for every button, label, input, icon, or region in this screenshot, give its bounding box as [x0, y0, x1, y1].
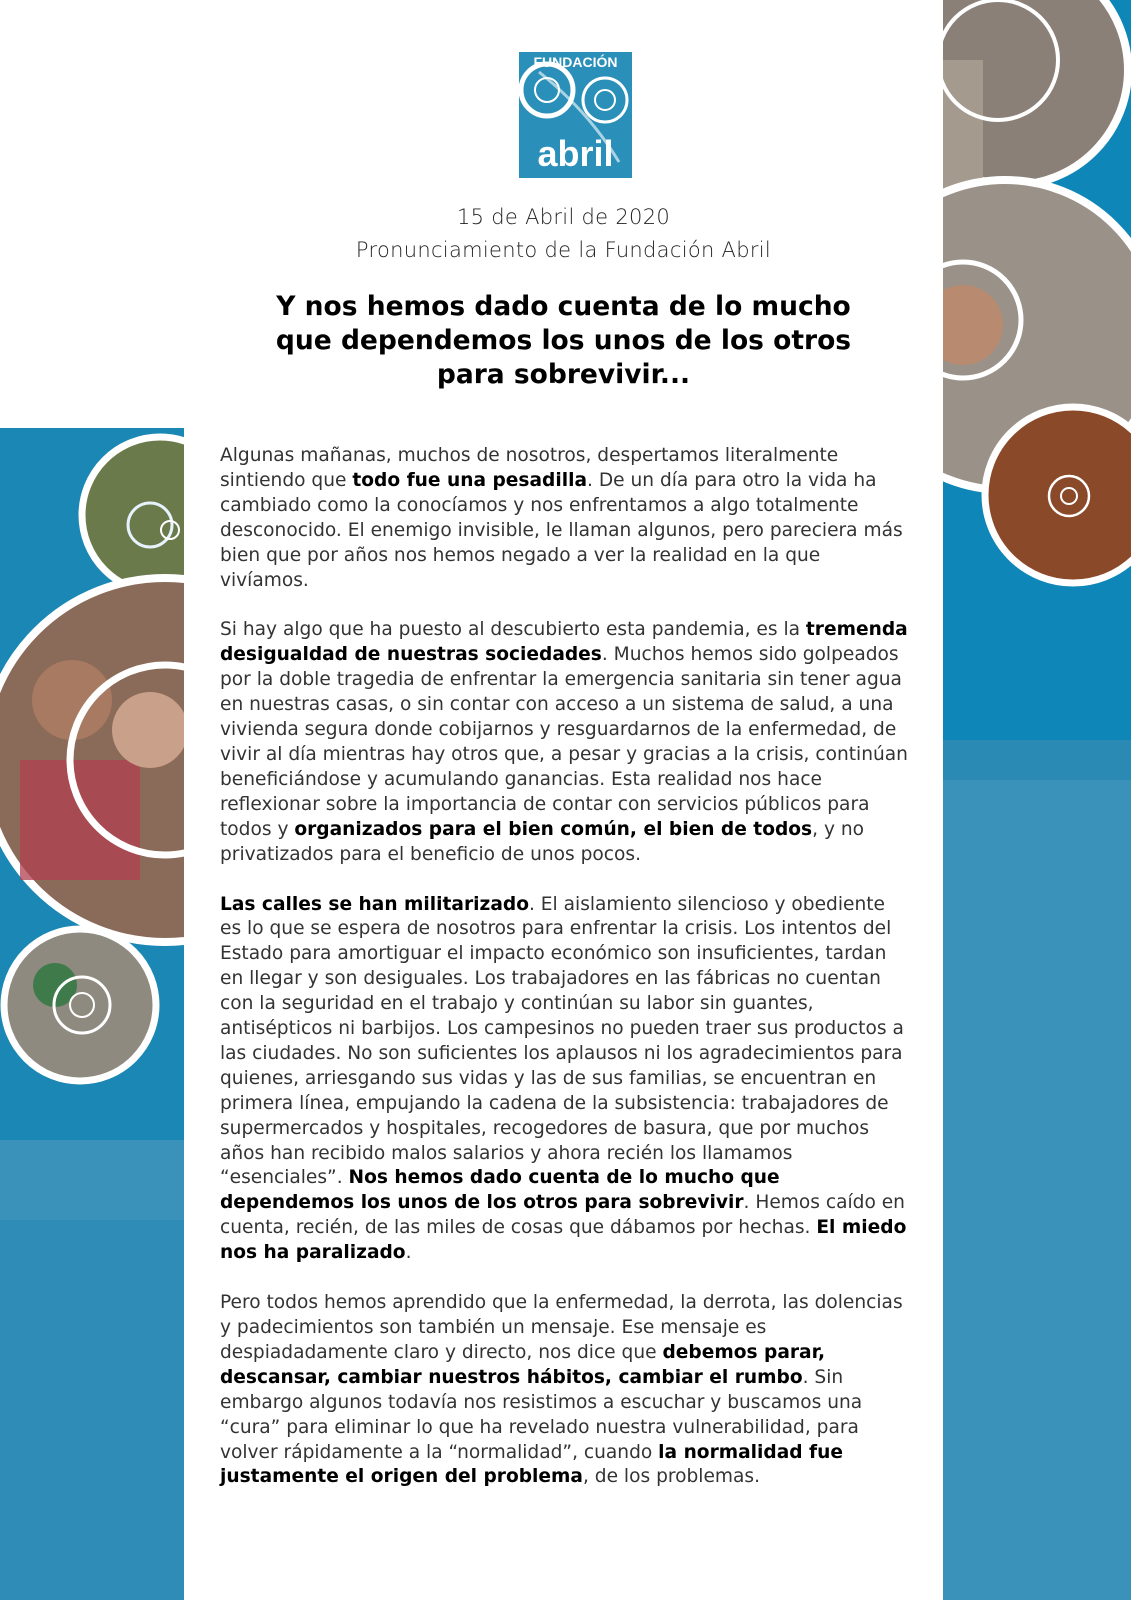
document-title: [254, 290, 873, 392]
p2-text-3: , y no privatizados para el beneficio de unos pocos.: [220, 818, 865, 865]
right-decor-panel: [943, 0, 1131, 1600]
p3-bold-2: Nos hemos dado cuenta de lo mucho que dependemos los unos de los otros para sobrevivir: [220, 1167, 780, 1214]
p4-bold-2: la normalidad fue justamente el origen del problema: [220, 1441, 843, 1488]
p2-text-1: Si hay algo que ha puesto al descubierto esta pandemia, es la: [220, 619, 806, 641]
title-line-2: que dependemos los unos de los otros: [275, 325, 852, 356]
p4-bold-1: debemos parar, descansar, cambiar nuestros hábitos, cambiar el rumbo: [220, 1341, 826, 1388]
p2-bold-1: tremenda desigualdad de nuestras sociedades: [220, 619, 908, 666]
p3-text-1: . El aislamiento silencioso y obediente es lo que se espera de nosotros para enfrentar la crisis. Los intentos del Estado para amortiguar el impacto económico son insuficientes, tardan en llegar y son desiguales. Los trabajadores en las fábricas no cuentan con la seguridad en el trabajo y continúan su labor sin guantes, antisépticos ni barbijos. Los campesinos no pueden traer sus productos a las ciudades. No son suficientes los aplausos ni los agradecimientos para quienes, arriesgando sus vidas y las de sus familias, se encuentran en primera línea, empujando la cadena de la subsistencia: trabajadores de supermercados y hospitales, recogedores de basura, que por muchos años han recibido malos salarios y ahora recién los llamamos “esenciales”.: [220, 893, 904, 1189]
p4-text-1: Pero todos hemos aprendido que la enfermedad, la derrota, las dolencias y padecimientos son también un mensaje. Ese mensaje es despiadadamente claro y directo, nos dice que: [220, 1292, 903, 1363]
title-line-1: Y nos hemos dado cuenta de lo mucho: [276, 291, 851, 322]
p2-text-2: . Muchos hemos sido golpeados por la doble tragedia de enfrentar la emergencia sanitaria sin tener agua en nuestras casas, o sin contar con acceso a un sistema de salud, a una vivienda segura donde cobijarnos y resguardarnos de la enfermedad, de vivir al día mientras hay otros que, a pesar y gracias a la crisis, continúan beneficiándose y acumulando ganancias. Esta realidad nos hace reflexionar sobre la importancia de contar con servicios públicos para todos y: [220, 644, 908, 840]
document-page: [184, 0, 943, 1600]
logo-graphic: [519, 52, 632, 178]
p2-bold-2: organizados para el bien común, el bien de todos: [294, 818, 813, 840]
paragraph-1: [220, 444, 910, 593]
grains-photo: [985, 407, 1131, 583]
paragraph-4: [220, 1291, 910, 1490]
paragraph-3: [220, 893, 910, 1267]
fundacion-abril-logo: [519, 52, 632, 178]
p1-text-2: . De un día para otro la vida ha cambiado como la conocíamos y nos enfrentamos a algo totalmente desconocido. El enemigo invisible, le llaman algunos, pero pareciera más bien que por años nos hemos negado a ver la realidad en la que vivíamos.: [220, 469, 903, 591]
left-photo-circles: [0, 0, 184, 1600]
p1-text-1: Algunas mañanas, muchos de nosotros, despertamos literalmente sintiendo que: [220, 445, 839, 491]
p1-bold-1: todo fue una pesadilla: [352, 469, 587, 491]
p4-text-2: . Sin embargo algunos todavía nos resistimos a escuchar y buscamos una “cura” para eliminar lo que ha revelado nuestra vulnerabilidad, para volver rápidamente a la “normalidad”, cuando: [220, 1366, 863, 1463]
p4-text-3: , de los problemas.: [582, 1466, 760, 1488]
p3-bold-3: El miedo nos ha paralizado: [220, 1217, 907, 1264]
street-art-photo: [4, 929, 156, 1081]
document-date: 15 de Abril de 2020: [456, 205, 671, 229]
right-photo-circles: [943, 0, 1131, 1600]
left-decor-panel: [0, 0, 184, 1600]
woven-fabric: [20, 760, 140, 880]
logo-bottom-text: abril: [537, 133, 614, 174]
logo-top-text: FUNDACIÓN: [533, 54, 618, 70]
title-line-3: para sobrevivir...: [436, 359, 691, 390]
document-body: [220, 444, 910, 1515]
document-subtitle: Pronunciamiento de la Fundación Abril: [355, 238, 772, 262]
p3-text-3: .: [405, 1242, 412, 1264]
p3-text-2: . Hemos caído en cuenta, recién, de las miles de cosas que dábamos por hechas.: [220, 1192, 905, 1239]
paragraph-2: [220, 618, 910, 867]
p3-bold-1: Las calles se han militarizado: [220, 893, 529, 915]
